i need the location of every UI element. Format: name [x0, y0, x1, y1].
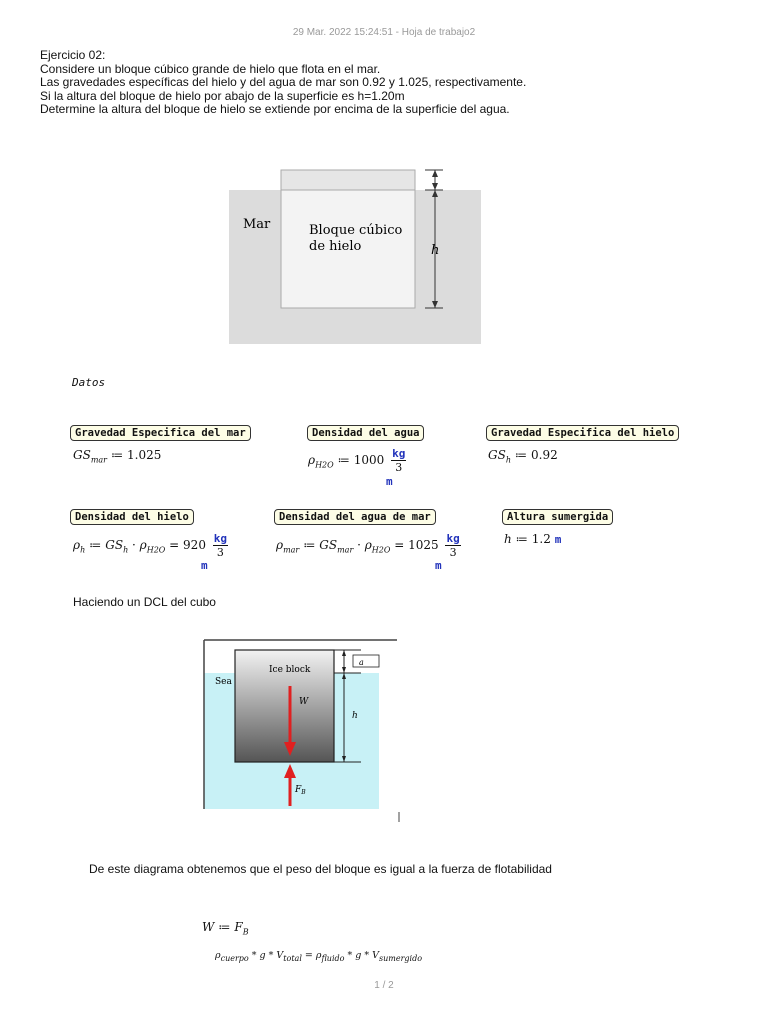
label-gs-mar: Gravedad Especifica del mar — [70, 425, 251, 441]
label-rho-mar: Densidad del agua de mar — [274, 509, 436, 525]
eq-rho-agua: $\rho_{H2O}$ ≔ 1000 $\frac{kg}{3}$ — [308, 447, 406, 474]
exercise-line: Determine la altura del bloque de hielo se extiende por encima de la superficie del agua. — [40, 102, 510, 116]
block-label-2: de hielo — [309, 239, 362, 254]
h-label: h — [352, 711, 358, 721]
eq-rho-mar: $\rho_{mar}$ ≔ $GS_{mar} \cdot \rho_{H2O} = 1025$ $\frac{kg}{3}$ — [276, 532, 460, 559]
page-footer: 1 / 2 — [374, 980, 394, 991]
eq-h-sum: h ≔ 1.2 m — [504, 532, 562, 546]
sea-label: Sea — [215, 677, 232, 687]
label-rho-agua: Densidad del agua — [307, 425, 424, 441]
unit-m: m — [435, 559, 442, 572]
eq-gs-mar: $GS_{mar}$ ≔ 1.025 — [73, 448, 162, 465]
unit-m: m — [201, 559, 208, 572]
free-body-diagram — [191, 636, 433, 842]
exercise-line: Considere un bloque cúbico grande de hielo que flota en el mar. — [40, 61, 381, 76]
conclusion-text: De este diagrama obtenemos que el peso del bloque es igual a la fuerza de flotabilidad — [89, 862, 552, 876]
exercise-line: Si la altura del bloque de hielo por abajo de la superficie es h=1.20m — [40, 88, 405, 103]
a-label: a — [359, 658, 364, 667]
unit-m: m — [386, 475, 393, 488]
ice-block-figure — [229, 166, 481, 344]
label-rho-hielo: Densidad del hielo — [70, 509, 194, 525]
height-label: h — [431, 243, 440, 258]
label-h-sum: Altura sumergida — [502, 509, 613, 525]
exercise-line: Las gravedades específicas del hielo y del agua de mar son 0.92 y 1.025, respectivamente. — [40, 75, 527, 89]
exercise-text — [40, 49, 526, 117]
datos-heading: Datos — [72, 376, 106, 389]
sea-label: Mar — [243, 217, 271, 232]
eq-weight-buoyancy: W ≔ $F_B$ — [202, 920, 249, 937]
weight-label: W — [299, 697, 309, 707]
buoyancy-label: $F_B$ — [295, 785, 306, 796]
eq-rho-hielo: $\rho_h$ ≔ $GS_h \cdot \rho_{H2O} = 920$ $\frac{kg}{3}$ — [73, 532, 228, 559]
label-gs-hielo: Gravedad Especifica del hielo — [486, 425, 679, 441]
eq-density-volume: $\rho_{cuerpo} * g * V_{total} = \rho_{fluido} * g * V_{sumergido}$ — [215, 950, 423, 963]
block-label-1: Bloque cúbico — [309, 223, 403, 238]
exercise-title: Ejercicio 02: — [40, 48, 106, 62]
eq-gs-hielo: $GS_h$ ≔ 0.92 — [488, 448, 558, 465]
dcl-text: Haciendo un DCL del cubo — [73, 595, 216, 609]
page-header: 29 Mar. 2022 15:24:51 - Hoja de trabajo2 — [292, 27, 476, 38]
ice-label: Ice block — [269, 665, 311, 675]
